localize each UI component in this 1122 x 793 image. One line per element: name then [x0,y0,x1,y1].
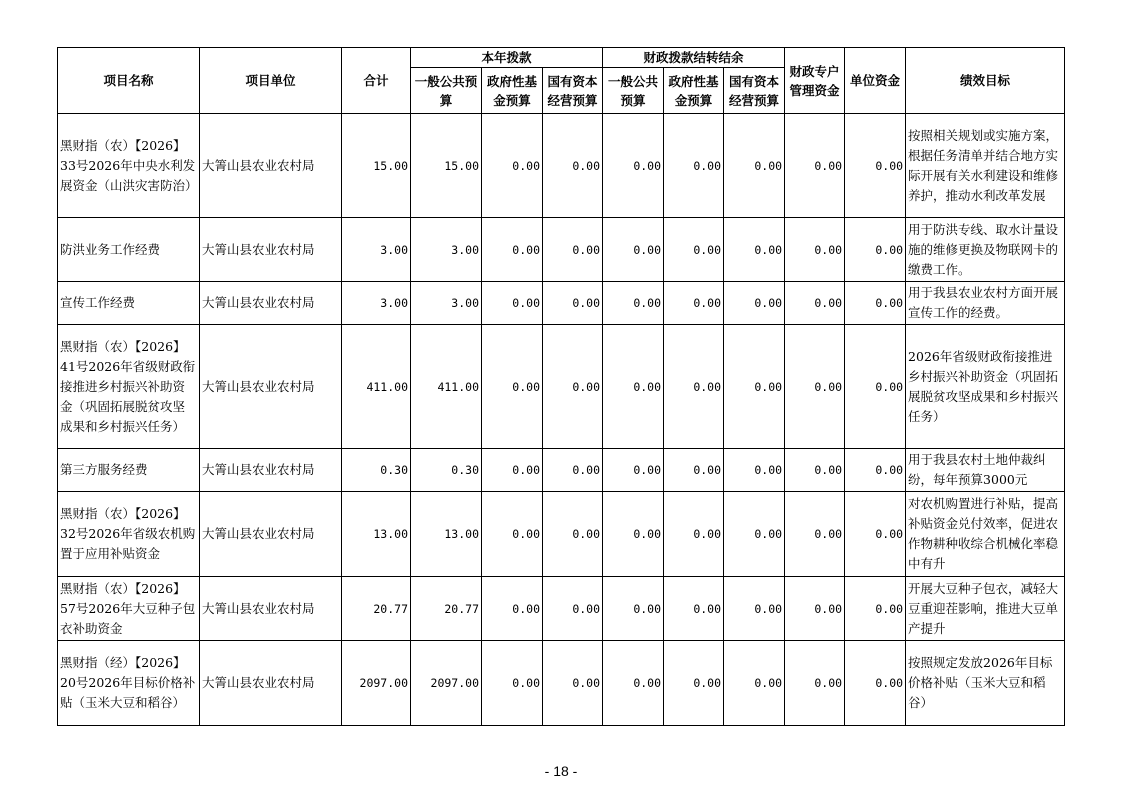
co-state-capital-cell: 0.00 [724,492,785,577]
table-row [58,282,1065,325]
unit-fund-cell: 0.00 [845,282,906,325]
project-name: 防洪业务工作经费 [58,218,200,282]
cur-gov-fund-cell: 0.00 [482,325,543,449]
header-group-carryover: 财政拨款结转结余 [603,48,785,68]
special-fund-cell: 0.00 [785,218,845,282]
co-gen-public-cell: 0.00 [603,449,664,492]
project-unit: 大箐山县农业农村局 [200,282,342,325]
unit-fund-cell: 0.00 [845,577,906,641]
cur-gen-public-cell: 2097.00 [411,641,482,726]
cur-gov-fund-cell: 0.00 [482,282,543,325]
co-state-capital-cell: 0.00 [724,641,785,726]
cur-gen-public-cell: 15.00 [411,114,482,218]
total-cell: 2097.00 [342,641,411,726]
cur-gov-fund-cell: 0.00 [482,114,543,218]
co-gen-public-cell: 0.00 [603,114,664,218]
co-gov-fund-cell: 0.00 [664,641,724,726]
special-fund-cell: 0.00 [785,492,845,577]
cur-gov-fund-cell: 0.00 [482,577,543,641]
cur-state-capital-cell: 0.00 [543,325,603,449]
project-unit: 大箐山县农业农村局 [200,641,342,726]
project-unit: 大箐山县农业农村局 [200,492,342,577]
budget-table [57,47,1065,726]
table-row [58,218,1065,282]
cur-gov-fund-cell: 0.00 [482,218,543,282]
cur-state-capital-cell: 0.00 [543,641,603,726]
special-fund-cell: 0.00 [785,282,845,325]
performance-goal: 用于我县农业农村方面开展宣传工作的经费。 [906,282,1065,325]
header-unit-fund: 单位资金 [845,48,906,114]
table-row [58,449,1065,492]
table-row [58,577,1065,641]
unit-fund-cell: 0.00 [845,641,906,726]
cur-state-capital-cell: 0.00 [543,577,603,641]
performance-goal: 用于我县农村土地仲裁纠纷，每年预算3000元 [906,449,1065,492]
header-cur-gen-public: 一般公共预算 [411,68,482,114]
performance-goal: 2026年省级财政衔接推进乡村振兴补助资金（巩固拓展脱贫攻坚成果和乡村振兴任务） [906,325,1065,449]
header-project-name: 项目名称 [58,48,200,114]
project-unit: 大箐山县农业农村局 [200,325,342,449]
performance-goal: 用于防洪专线、取水计量设施的维修更换及物联网卡的缴费工作。 [906,218,1065,282]
page-number: - 18 - [544,763,578,779]
cur-gov-fund-cell: 0.00 [482,449,543,492]
header-cur-gov-fund: 政府性基金预算 [482,68,543,114]
project-name: 黑财指（农）【2026】57号2026年大豆种子包衣补助资金 [58,577,200,641]
project-name: 第三方服务经费 [58,449,200,492]
project-name: 宣传工作经费 [58,282,200,325]
special-fund-cell: 0.00 [785,114,845,218]
total-cell: 20.77 [342,577,411,641]
co-gov-fund-cell: 0.00 [664,114,724,218]
total-cell: 3.00 [342,218,411,282]
header-total: 合计 [342,48,411,114]
project-unit: 大箐山县农业农村局 [200,449,342,492]
table-row [58,114,1065,218]
co-gen-public-cell: 0.00 [603,641,664,726]
co-gov-fund-cell: 0.00 [664,282,724,325]
co-state-capital-cell: 0.00 [724,449,785,492]
project-name: 黑财指（经）【2026】20号2026年目标价格补贴（玉米大豆和稻谷） [58,641,200,726]
cur-gen-public-cell: 0.30 [411,449,482,492]
project-name: 黑财指（农）【2026】32号2026年省级农机购置于应用补贴资金 [58,492,200,577]
cur-state-capital-cell: 0.00 [543,218,603,282]
cur-gov-fund-cell: 0.00 [482,641,543,726]
unit-fund-cell: 0.00 [845,492,906,577]
unit-fund-cell: 0.00 [845,114,906,218]
performance-goal: 开展大豆种子包衣，减轻大豆重迎茬影响，推进大豆单产提升 [906,577,1065,641]
unit-fund-cell: 0.00 [845,218,906,282]
total-cell: 3.00 [342,282,411,325]
header-co-gov-fund: 政府性基金预算 [664,68,724,114]
co-state-capital-cell: 0.00 [724,218,785,282]
co-gen-public-cell: 0.00 [603,325,664,449]
cur-state-capital-cell: 0.00 [543,449,603,492]
special-fund-cell: 0.00 [785,641,845,726]
table-row [58,641,1065,726]
project-name: 黑财指（农）【2026】33号2026年中央水利发展资金（山洪灾害防治） [58,114,200,218]
co-gov-fund-cell: 0.00 [664,325,724,449]
co-gen-public-cell: 0.00 [603,492,664,577]
header-special-fund: 财政专户管理资金 [785,48,845,114]
special-fund-cell: 0.00 [785,577,845,641]
table-row [58,492,1065,577]
co-gen-public-cell: 0.00 [603,218,664,282]
special-fund-cell: 0.00 [785,325,845,449]
co-gov-fund-cell: 0.00 [664,218,724,282]
performance-goal: 按照相关规划或实施方案，根据任务清单并结合地方实际开展有关水利建设和维修养护，推动水利改革发展 [906,114,1065,218]
co-state-capital-cell: 0.00 [724,325,785,449]
project-unit: 大箐山县农业农村局 [200,577,342,641]
total-cell: 411.00 [342,325,411,449]
co-gov-fund-cell: 0.00 [664,577,724,641]
co-state-capital-cell: 0.00 [724,577,785,641]
project-name: 黑财指（农）【2026】41号2026年省级财政衔接推进乡村振兴补助资金（巩固拓展脱贫攻坚成果和乡村振兴任务） [58,325,200,449]
header-co-state-capital: 国有资本经营预算 [724,68,785,114]
cur-gen-public-cell: 411.00 [411,325,482,449]
unit-fund-cell: 0.00 [845,325,906,449]
total-cell: 0.30 [342,449,411,492]
cur-gov-fund-cell: 0.00 [482,492,543,577]
header-project-unit: 项目单位 [200,48,342,114]
cur-state-capital-cell: 0.00 [543,492,603,577]
co-gov-fund-cell: 0.00 [664,449,724,492]
table-row [58,325,1065,449]
header-performance-goal: 绩效目标 [906,48,1065,114]
co-gen-public-cell: 0.00 [603,282,664,325]
cur-gen-public-cell: 20.77 [411,577,482,641]
project-unit: 大箐山县农业农村局 [200,114,342,218]
co-state-capital-cell: 0.00 [724,114,785,218]
cur-gen-public-cell: 3.00 [411,218,482,282]
total-cell: 13.00 [342,492,411,577]
co-gen-public-cell: 0.00 [603,577,664,641]
performance-goal: 按照规定发放2026年目标价格补贴（玉米大豆和稻谷） [906,641,1065,726]
cur-state-capital-cell: 0.00 [543,114,603,218]
cur-state-capital-cell: 0.00 [543,282,603,325]
special-fund-cell: 0.00 [785,449,845,492]
performance-goal: 对农机购置进行补贴，提高补贴资金兑付效率，促进农作物耕种收综合机械化率稳中有升 [906,492,1065,577]
header-co-gen-public: 一般公共预算 [603,68,664,114]
total-cell: 15.00 [342,114,411,218]
co-state-capital-cell: 0.00 [724,282,785,325]
unit-fund-cell: 0.00 [845,449,906,492]
co-gov-fund-cell: 0.00 [664,492,724,577]
header-group-current-year: 本年拨款 [411,48,603,68]
cur-gen-public-cell: 3.00 [411,282,482,325]
cur-gen-public-cell: 13.00 [411,492,482,577]
header-cur-state-capital: 国有资本经营预算 [543,68,603,114]
project-unit: 大箐山县农业农村局 [200,218,342,282]
